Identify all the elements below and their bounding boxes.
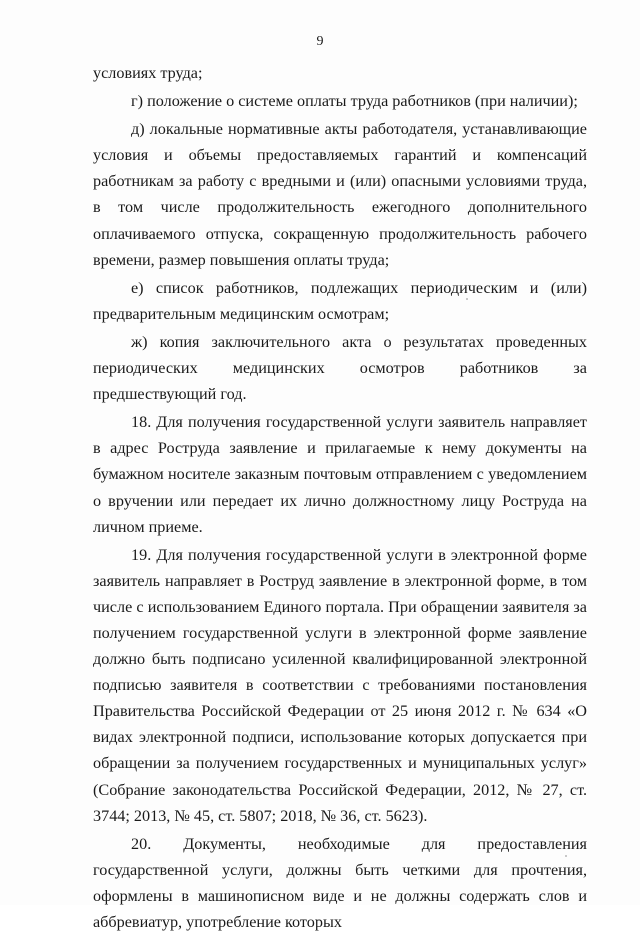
scan-speck <box>466 298 468 300</box>
paragraph-item-d: д) локальные нормативные акты работодателя, устанавливающие условия и объемы предоставляемых гарантий и компенсаций работникам за работу с вредными и (или) опасными условиями труда, в том числе продолжительность ежегодного дополнительного оплачиваемого отпуска, сокращенную продолжительность рабочего времени, размер повышения оплаты труда; <box>93 120 587 269</box>
paragraph-item-e: е) список работников, подлежащих периодическим и (или) предварительным медицинским осмотрам; <box>93 278 587 323</box>
scan-speck <box>565 855 567 857</box>
paragraph-18: 18. Для получения государственной услуги заявитель направляет в адрес Роструда заявление и прилагаемые к нему документы на бумажном носителе заказным почтовым отправлением с уведомлением о вручении или передает их лично должностному лицу Роструда на личном приеме. <box>93 413 587 536</box>
paragraph-19: 19. Для получения государственной услуги в электронной форме заявитель направляет в Роструд заявление в электронной форме, в том числе с использованием Единого портала. При обращении заявителя за получением государственной услуги в электронной форме заявление должно быть подписано усиленной квалифицированной электронной подписью заявителя в соответствии с требованиями постановления Правительства Российской Федерации от 25 июня 2012 г. № 634 «О видах электронной подписи, использование которых допускается при обращении за получением государственных и муниципальных услуг» (Собрание законодательства Российской Федерации, 2012, № 27, ст. 3744; 2013, № 45, ст. 5807; 2018, № 36, ст. 5623). <box>93 545 587 825</box>
paragraph-item-zh: ж) копия заключительного акта о результатах проведенных периодических медицинских осмотров работников за предшествующий год. <box>93 332 587 404</box>
document-body <box>93 60 587 935</box>
paragraph-item-g: г) положение о системе оплаты труда работников (при наличии); <box>131 92 578 111</box>
page-number: 9 <box>316 34 324 49</box>
paragraph-20: 20. Документы, необходимые для предоставления государственной услуги, должны быть четкими для прочтения, оформлены в машинописном виде и не должны содержать слов и аббревиатур, употребление которых <box>93 834 587 931</box>
paragraph-continuation: условиях труда; <box>93 64 203 82</box>
